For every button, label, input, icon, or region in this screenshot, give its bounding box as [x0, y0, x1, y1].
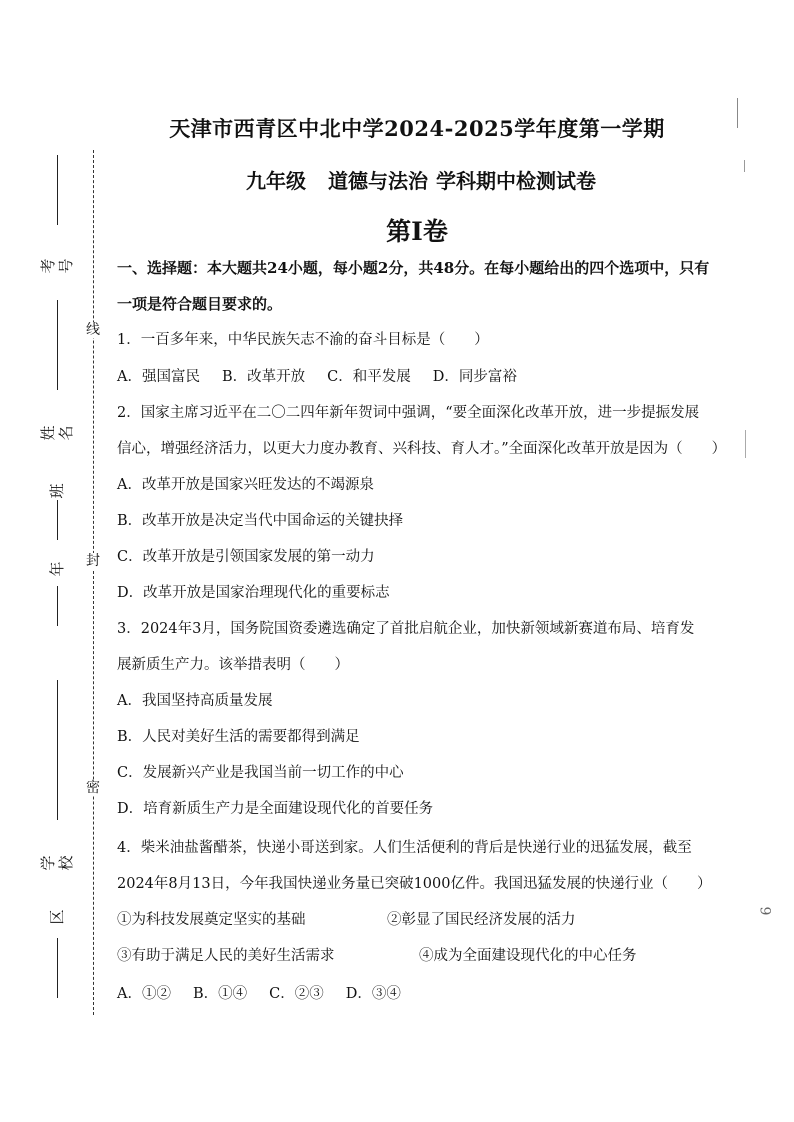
- q4-option-b: B．①④: [192, 986, 248, 1002]
- q4-item-1: ①为科技发展奠定坚实的基础: [117, 912, 306, 928]
- name-label: 姓名: [39, 425, 75, 441]
- q3-stem: 3．2024年3月，国务院国资委遴选确定了首批启航企业，加快新领域新赛道布局、培育发: [117, 621, 695, 637]
- q3-option-c: C．发展新兴产业是我国当前一切工作的中心: [117, 765, 404, 781]
- q4-option-c: C．②③: [269, 986, 324, 1002]
- q4-item-4: ④成为全面建设现代化的中心任务: [419, 948, 637, 964]
- q1-stem: 1．一百多年来，中华民族矢志不渝的奋斗目标是（ ）: [117, 332, 489, 348]
- q2-option-d: D．改革开放是国家治理现代化的重要标志: [117, 585, 390, 601]
- side-mark: 9: [756, 906, 773, 916]
- q4-item-3: ③有助于满足人民的美好生活需求: [117, 948, 335, 964]
- q4-option-d: D．③④: [345, 986, 401, 1002]
- q1-option-a: A．强国富民: [117, 369, 200, 385]
- exam-title: 天津市西青区中北中学2024-2025学年度第一学期: [169, 116, 665, 141]
- name-line: [57, 300, 58, 390]
- grade-line: [57, 586, 58, 626]
- class-label: 班: [48, 483, 66, 499]
- binding-mark-xian: 线: [86, 322, 100, 338]
- q3-stem-cont: 展新质生产力。该举措表明（ ）: [117, 657, 349, 673]
- q2-option-a: A．改革开放是国家兴旺发达的不竭源泉: [117, 477, 374, 493]
- q2-stem: 2．国家主席习近平在二〇二四年新年贺词中强调，“要全面深化改革开放，进一步提振发展: [117, 405, 700, 421]
- q4-stem: 4．柴米油盐酱醋茶，快递小哥送到家。人们生活便利的背后是快递行业的迅猛发展，截至: [117, 840, 692, 856]
- section-instructions-cont: 一项是符合题目要求的。: [117, 295, 283, 313]
- q3-option-d: D．培育新质生产力是全面建设现代化的首要任务: [117, 801, 434, 817]
- school-line: [57, 680, 58, 820]
- class-line: [57, 500, 58, 540]
- q1-option-c: C．和平发展: [327, 369, 411, 385]
- q4-items-row2: [117, 946, 737, 966]
- q4-option-a: A．①②: [117, 986, 171, 1002]
- exam-subtitle: [0, 165, 794, 194]
- subject-text: 道德与法治: [328, 169, 428, 193]
- district-label: 区: [48, 909, 66, 925]
- q3-option-a: A．我国坚持高质量发展: [117, 693, 273, 709]
- section-instructions: 一、选择题：本大题共24小题，每小题2分，共48分。在每小题给出的四个选项中，只有: [117, 259, 710, 277]
- binding-mark-mi: 密: [86, 780, 100, 796]
- q3-option-b: B．人民对美好生活的需要都得到满足: [117, 729, 360, 745]
- q2-option-c: C．改革开放是引领国家发展的第一动力: [117, 549, 375, 565]
- grade-label: 年: [48, 561, 66, 577]
- q4-item-2: ②彰显了国民经济发展的活力: [387, 912, 576, 928]
- q2-option-b: B．改革开放是决定当代中国命运的关键抉择: [117, 513, 404, 529]
- q1-option-b: B．改革开放: [221, 369, 306, 385]
- school-label: 学校: [39, 855, 75, 871]
- q1-options: [117, 367, 737, 387]
- binding-dashed-line: [93, 150, 94, 1015]
- scan-edge-mark: [745, 430, 746, 458]
- exam-number-label: 考号: [39, 258, 75, 274]
- q2-stem-cont: 信心，增强经济活力，以更大力度办教育、兴科技、育人才。”全面深化改革开放是因为（ ）: [117, 441, 727, 457]
- volume-title: 第I卷: [386, 217, 448, 246]
- q4-options: [117, 984, 737, 1004]
- district-line: [57, 938, 58, 998]
- q4-stem-cont: 2024年8月13日，今年我国快递业务量已突破1000亿件。我国迅猛发展的快递行业（ ）: [117, 876, 712, 892]
- binding-mark-feng: 封: [86, 553, 100, 569]
- grade-text: 九年级: [246, 169, 306, 193]
- q4-items-row1: [117, 910, 737, 930]
- q1-option-d: D．同步富裕: [432, 369, 517, 385]
- exam-name-text: 学科期中检测试卷: [436, 169, 596, 193]
